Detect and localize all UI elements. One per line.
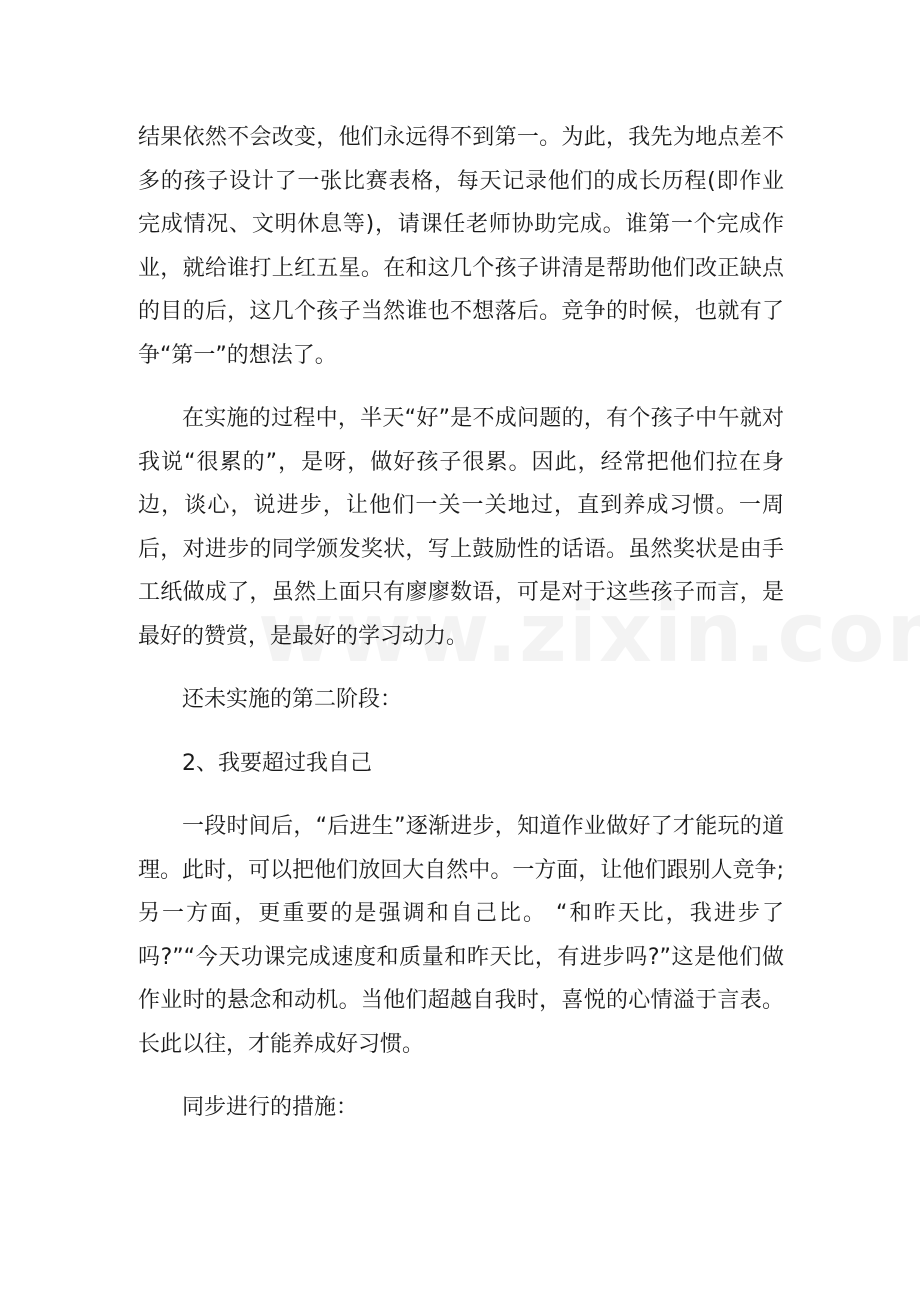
- paragraph-5: 同步进行的措施：: [182, 1095, 359, 1120]
- paragraph-3: 还未实施的第二阶段：: [182, 687, 403, 712]
- document-body: [138, 116, 784, 1130]
- paragraph-1: 结果依然不会改变，他们永远得不到第一。为此，我先为地点差不多的孩子设计了一张比赛表格，每天记录他们的成长历程(即作业完成情况、文明休息等)，请课任老师协助完成。谁第一个完成作业，就给谁打上红五星。在和这几个孩子讲清是帮助他们改正缺点的目的后，这几个孩子当然谁也不想落后。竞争的时候，也就有了争“第一”的想法了。: [138, 125, 784, 368]
- paragraph-2: 在实施的过程中，半天“好”是不成问题的，有个孩子中午就对我说“很累的”，是呀，做好孩子很累。因此，经常把他们拉在身边，谈心，说进步，让他们一关一关地过，直到养成习惯。一周后，对进步的同学颁发奖状，写上鼓励性的话语。虽然奖状是由手工纸做成了，虽然上面只有廖廖数语，可是对于这些孩子而言，是最好的赞赏，是最好的学习动力。: [138, 406, 784, 649]
- paragraph-4: 一段时间后，“后进生”逐渐进步，知道作业做好了才能玩的道理。此时，可以把他们放回大自然中。一方面，让他们跟别人竞争;另一方面，更重要的是强调和自己比。 “和昨天比，我进步了吗?”“今天功课完成速度和质量和昨天比，有进步吗?”这是他们做作业时的悬念和动机。当他们超越自我时，喜悦的心情溢于言表。长此以往，才能养成好习惯。: [138, 814, 785, 1057]
- section-heading: 2、我要超过我自己: [182, 750, 372, 776]
